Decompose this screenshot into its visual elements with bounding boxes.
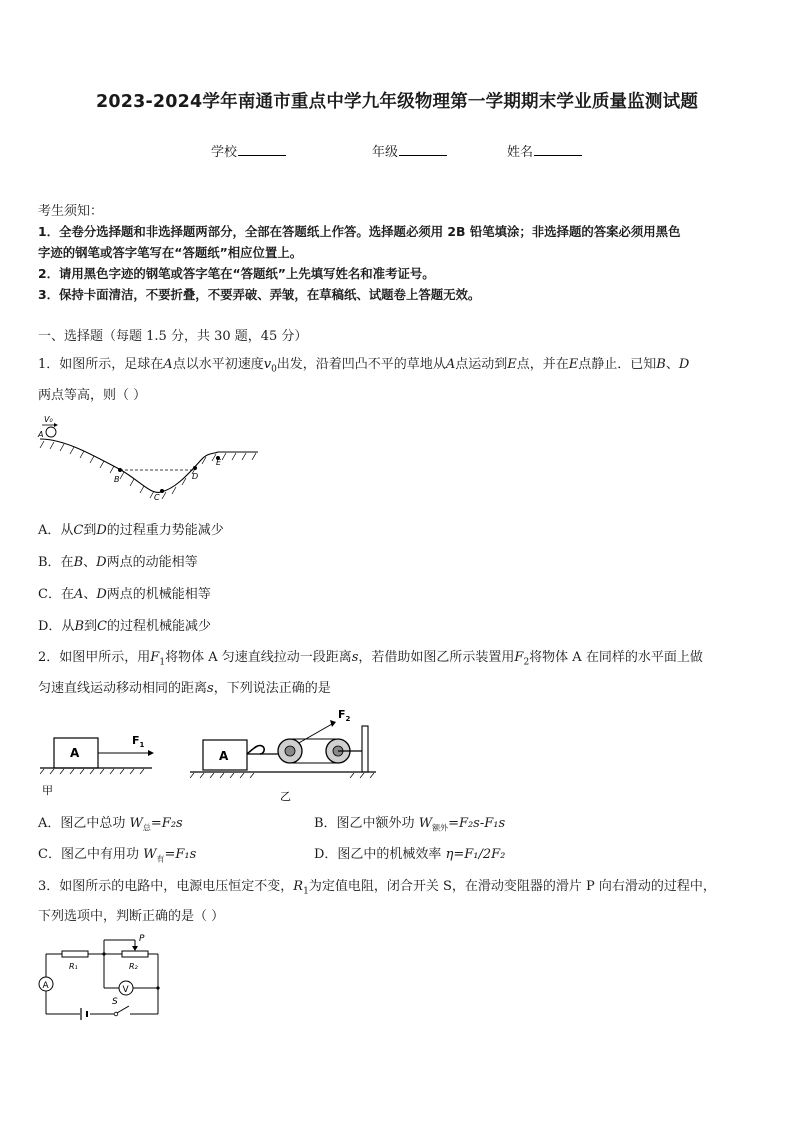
name-field[interactable]: [507, 141, 582, 160]
option-text: =F₁/2F₂: [453, 847, 506, 862]
option-text: D．从: [38, 619, 75, 634]
q3-fig-s: S: [112, 997, 118, 1007]
var-r1: R: [293, 879, 304, 894]
q2-option-b[interactable]: [314, 812, 505, 834]
q2-fig-block-label: A: [70, 746, 80, 760]
notice-item: 3．保持卡面清洁，不要折叠，不要弄破、弄皱，在草稿纸、试题卷上答题无效。: [38, 287, 481, 302]
var-r1-sub: 1: [303, 886, 309, 897]
notice-heading: 考生须知：: [38, 204, 104, 219]
q2-fig-jia-label: 甲: [42, 784, 53, 797]
option-var: W: [143, 847, 157, 862]
option-var: D: [96, 555, 107, 570]
q1-fig-label-v0: V₀: [44, 415, 53, 424]
name-blank[interactable]: [534, 143, 582, 156]
q1-fig-label-d: D: [192, 472, 199, 481]
point-c: [160, 489, 164, 493]
q3-text: 为定值电阻，闭合开关 S，在滑动变阻器的滑片 P 向右滑动的过程中，: [308, 879, 716, 894]
option-var: W: [129, 816, 143, 831]
q2-text: ，若借助如图乙所示装置用: [358, 650, 515, 665]
q3-fig-a: A: [42, 981, 49, 991]
arrow-head-icon: [148, 750, 154, 756]
q2-option-a[interactable]: [38, 812, 183, 834]
option-var: C: [97, 619, 107, 634]
point-d: [193, 466, 197, 470]
q1-stem: [38, 353, 689, 375]
option-text: =F₂s-F₁s: [448, 816, 506, 831]
q1-option-c[interactable]: [38, 583, 211, 602]
arrow-head-icon: [330, 720, 336, 727]
var-v0: v: [263, 357, 272, 372]
option-text: 到: [83, 523, 97, 538]
option-var: B: [73, 555, 84, 570]
q2-stem-line2: [38, 677, 331, 696]
q1-text: 、: [665, 357, 679, 372]
q1-fig-label-c: C: [154, 493, 160, 502]
switch-icon: [117, 1006, 129, 1013]
q2-option-d[interactable]: [314, 843, 505, 862]
q1-number: 1．: [38, 357, 60, 372]
q3-fig-p: P: [139, 934, 145, 944]
q2-figure-jia: [40, 726, 160, 802]
option-text: 、: [83, 555, 97, 570]
var-s: s: [207, 681, 214, 696]
option-var: C: [73, 523, 84, 538]
option-sub: 额外: [432, 823, 449, 833]
q2-text: 匀速直线运动移动相同的距离: [38, 681, 208, 696]
option-text: B．图乙中额外功: [314, 816, 419, 831]
option-sub: 有: [156, 854, 165, 864]
q1-option-d[interactable]: [38, 615, 211, 634]
var-a: A: [163, 357, 173, 372]
q1-option-a[interactable]: [38, 519, 224, 538]
q3-fig-v: V: [122, 985, 129, 995]
var-a: A: [445, 357, 456, 372]
q1-option-b[interactable]: [38, 551, 198, 570]
wall-post: [362, 726, 368, 772]
q3-circuit-figure: [38, 932, 168, 1022]
point-b: [118, 468, 122, 472]
option-text: 的过程机械能减少: [106, 619, 211, 634]
q1-fig-label-a: A: [38, 430, 44, 439]
q3-stem-line2: 下列选项中，判断正确的是（ ）: [38, 909, 225, 924]
q2-option-c[interactable]: [38, 843, 196, 865]
school-blank[interactable]: [238, 143, 286, 156]
option-sub: 总: [142, 823, 151, 833]
q3-number: 3．: [38, 879, 60, 894]
name-label: 姓名: [507, 145, 534, 160]
section-heading: 一、选择题（每题 1.5 分，共 30 题，45 分）: [38, 329, 308, 344]
var-f2-sub: 2: [523, 657, 530, 668]
q2-text: 如图甲所示，用: [59, 650, 151, 665]
notice-item: 字迹的钢笔或答字笔写在“答题纸”相应位置上。: [38, 245, 303, 260]
q2-text: 将物体 A 匀速直线拉动一段距离: [165, 650, 352, 665]
option-text: 两点的动能相等: [106, 555, 198, 570]
var-s: s: [351, 650, 359, 665]
q1-fig-label-b: B: [114, 475, 120, 484]
var-e: E: [568, 357, 579, 372]
option-var: D: [96, 523, 107, 538]
q2-fig-f1: $F_1$: [132, 734, 145, 749]
q3-fig-r2: R₂: [129, 962, 138, 971]
q3-text: 如图所示的电路中，电源电压恒定不变，: [59, 879, 294, 894]
option-var: D: [96, 587, 107, 602]
option-text: =F₁s: [164, 847, 197, 862]
q2-text: ，下列说法正确的是: [213, 681, 331, 696]
arrow-head-icon: [54, 423, 58, 427]
hook-icon: [247, 745, 264, 754]
q1-text: 点，并在: [516, 357, 569, 372]
option-text: 到: [84, 619, 98, 634]
ground-hatch: [190, 773, 374, 778]
option-text: A．图乙中总功: [38, 816, 130, 831]
grade-blank[interactable]: [399, 143, 447, 156]
option-text: 的过程重力势能减少: [106, 523, 224, 538]
q1-text: 点静止．已知: [578, 357, 657, 372]
ball-icon: [46, 427, 56, 437]
q2-stem: [38, 646, 703, 668]
q2-figure-yi: [190, 704, 380, 804]
notice-block: [38, 221, 758, 305]
notice-item: 1．全卷分选择题和非选择题两部分，全部在答题纸上作答。选择题必须用 2B 铅笔填涂；非选择题的答案必须用黑色: [38, 224, 681, 239]
grade-field[interactable]: [372, 141, 447, 160]
page-title: 2023-2024学年南通市重点中学九年级物理第一学期期末学业质量监测试题: [95, 92, 699, 112]
q2-fig-block2-label: A: [219, 749, 229, 763]
option-text: =F₂s: [150, 816, 183, 831]
q1-text: 点运动到: [455, 357, 508, 372]
notice-item: 2．请用黑色字迹的钢笔或答字笔在“答题纸”上先填写姓名和准考证号。: [38, 266, 435, 281]
option-text: 、: [83, 587, 97, 602]
q1-text: 如图所示，足球在: [59, 357, 164, 372]
q3-fig-r1: R₁: [69, 962, 78, 971]
option-text: D．图乙中的机械效率: [314, 847, 446, 862]
q1-fig-label-e: E: [216, 458, 222, 467]
junction-dot: [156, 986, 159, 989]
option-var: A: [73, 587, 84, 602]
option-var: η: [445, 847, 454, 862]
option-text: B．在: [38, 555, 74, 570]
q2-text: 将物体 A 在同样的水平面上做: [529, 650, 703, 665]
option-text: C．在: [38, 587, 74, 602]
var-e: E: [507, 357, 517, 372]
var-f2: F: [514, 650, 524, 665]
q1-text: 点以水平初速度: [172, 357, 264, 372]
q3-stem: [38, 875, 716, 897]
option-text: A．从: [38, 523, 74, 538]
pulley-axle-icon: [285, 746, 295, 756]
option-text: 两点的机械能相等: [106, 587, 211, 602]
ground-hatch: [40, 769, 144, 774]
var-b: B: [656, 357, 666, 372]
option-var: B: [74, 619, 84, 634]
option-var: W: [418, 816, 433, 831]
ground-curve: [40, 439, 258, 492]
var-v0-sub: 0: [271, 364, 277, 375]
q2-fig-f2: $F_2$: [338, 708, 351, 723]
var-f1: F: [150, 650, 160, 665]
var-d: D: [678, 357, 690, 372]
resistor-r1: [62, 951, 88, 957]
junction-dot: [102, 952, 105, 955]
q1-figure: [36, 412, 266, 504]
school-label: 学校: [211, 145, 238, 160]
var-f1-sub: 1: [159, 657, 166, 668]
q1-text: 出发，沿着凹凸不平的草地从: [276, 357, 446, 372]
q1-stem-line2: 两点等高，则（ ）: [38, 388, 147, 403]
resistor-r2: [122, 951, 148, 957]
q2-fig-yi-label: 乙: [280, 790, 291, 803]
slider-arrow-icon: [132, 946, 138, 951]
school-field[interactable]: [211, 141, 286, 160]
grade-label: 年级: [372, 145, 399, 160]
q2-number: 2．: [38, 650, 60, 665]
option-text: C．图乙中有用功: [38, 847, 144, 862]
